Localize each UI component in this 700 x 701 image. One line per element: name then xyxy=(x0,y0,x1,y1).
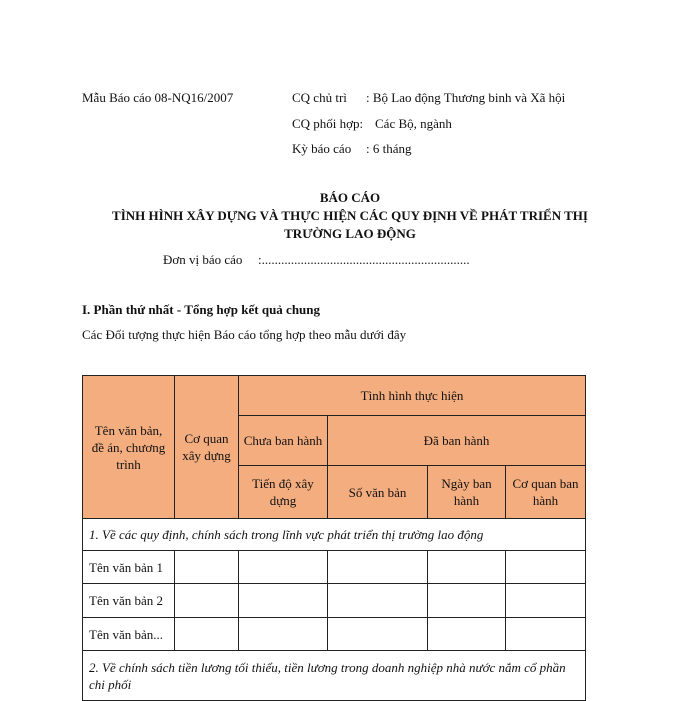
header-not-issued: Chưa ban hành xyxy=(239,416,328,466)
cell-issue-date[interactable] xyxy=(428,584,506,618)
form-code: Mẫu Báo cáo 08-NQ16/2007 xyxy=(82,90,234,105)
cell-agency[interactable] xyxy=(175,584,239,618)
cell-agency[interactable] xyxy=(175,618,239,651)
section-heading: I. Phần thứ nhất - Tổng hợp kết quả chung xyxy=(82,302,321,317)
cell-issuing-agency[interactable] xyxy=(506,551,586,584)
coop-agency-value: Các Bộ, ngành xyxy=(375,116,452,131)
cell-doc-number[interactable] xyxy=(328,618,428,651)
header-doc-name: Tên văn bản, đề án, chương trình xyxy=(83,376,175,519)
cell-doc-number[interactable] xyxy=(328,551,428,584)
row-label: Tên văn bản 2 xyxy=(83,584,175,618)
reporting-unit-label: Đơn vị báo cáo xyxy=(163,252,243,267)
header-status: Tình hình thực hiện xyxy=(239,376,586,416)
report-period-label: Kỳ báo cáo xyxy=(292,141,352,156)
header-issuing-agency: Cơ quan ban hành xyxy=(506,466,586,519)
lead-agency-value: : Bộ Lao động Thương binh và Xã hội xyxy=(366,90,566,105)
section-intro: Các Đối tượng thực hiện Báo cáo tổng hợp theo mẫu dưới đây xyxy=(82,327,407,342)
group-row xyxy=(83,519,586,551)
group-title-2: 2. Về chính sách tiền lương tối thiểu, tiền lương trong doanh nghiệp nhà nước nắm cổ phần chi phối xyxy=(83,651,586,701)
header-progress: Tiến độ xây dựng xyxy=(239,466,328,519)
table-row xyxy=(83,584,586,618)
cell-progress[interactable] xyxy=(239,551,328,584)
cell-issuing-agency[interactable] xyxy=(506,618,586,651)
group-row xyxy=(83,651,586,701)
report-title: BÁO CÁO xyxy=(319,190,381,205)
header-doc-number: Số văn bản xyxy=(328,466,428,519)
cell-progress[interactable] xyxy=(239,618,328,651)
row-label: Tên văn bản 1 xyxy=(83,551,175,584)
group-title-1: 1. Về các quy định, chính sách trong lĩnh vực phát triển thị trường lao động xyxy=(83,519,586,551)
header-agency: Cơ quan xây dựng xyxy=(175,376,239,519)
cell-progress[interactable] xyxy=(239,584,328,618)
lead-agency-label: CQ chủ trì xyxy=(292,90,347,105)
reporting-unit-value: :................................................................ xyxy=(258,252,470,267)
table-row xyxy=(83,618,586,651)
report-table xyxy=(82,375,586,701)
header-row-1 xyxy=(83,376,586,416)
report-period-value: : 6 tháng xyxy=(366,141,412,156)
cell-agency[interactable] xyxy=(175,551,239,584)
coop-agency-label: CQ phối hợp: xyxy=(292,116,364,131)
cell-issue-date[interactable] xyxy=(428,618,506,651)
row-label: Tên văn bản... xyxy=(83,618,175,651)
table-row xyxy=(83,551,586,584)
report-subtitle-line1: TÌNH HÌNH XÂY DỰNG VÀ THỰC HIỆN CÁC QUY ĐỊNH VỀ PHÁT TRIỂN THỊ xyxy=(112,208,588,223)
cell-issue-date[interactable] xyxy=(428,551,506,584)
header-issued: Đã ban hành xyxy=(328,416,586,466)
cell-doc-number[interactable] xyxy=(328,584,428,618)
header-issue-date: Ngày ban hành xyxy=(428,466,506,519)
report-subtitle-line2: TRƯỜNG LAO ĐỘNG xyxy=(284,226,416,241)
cell-issuing-agency[interactable] xyxy=(506,584,586,618)
